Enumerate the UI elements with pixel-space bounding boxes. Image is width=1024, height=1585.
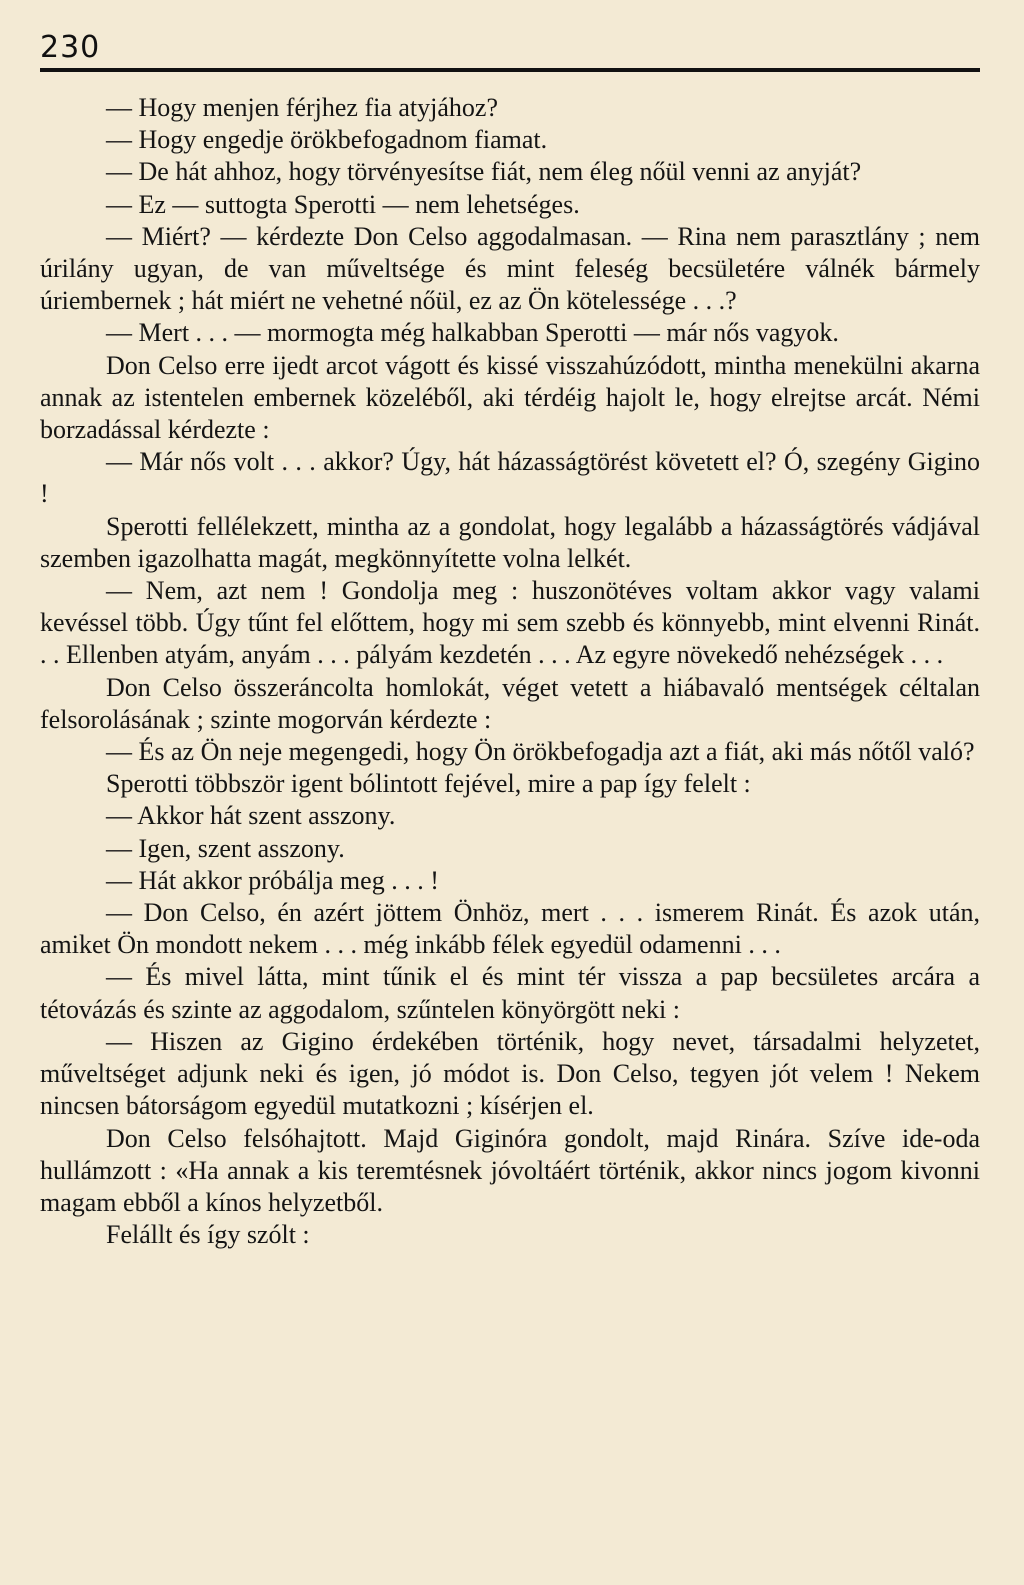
paragraph: Don Celso felsóhajtott. Majd Giginóra gondolt, majd Rinára. Szíve ide-oda hullámzott : «Ha annak a kis teremtésnek jóvoltáért történik, akkor nincs jogom kivonni magam ebből a kínos helyzetből. (40, 1123, 980, 1217)
paragraph: Felállt és így szólt : (106, 1220, 310, 1250)
paragraph: — De hát ahhoz, hogy törvényesítse fiát, nem éleg nőül venni az anyját? (106, 157, 862, 187)
paragraph: — Hogy menjen férjhez fia atyjához? (106, 93, 498, 122)
paragraph: — Miért? — kérdezte Don Celso aggodalmasan. — Rina nem parasztlány ; nem úrilány ugyan, de van műveltsége és mint feleség becsületére válnék bármely úriembernek ; hát miért ne vehetné nőül, ez az Ön kötelessége . . .? (40, 221, 980, 316)
header-rule (40, 68, 980, 72)
paragraph: — Hát akkor próbálja meg . . . ! (106, 865, 439, 895)
paragraph: Sperotti többször igent bólintott fejével, mire a pap így felelt : (106, 769, 751, 799)
paragraph: — Már nős volt . . . akkor? Úgy, hát házasságtörést követett el? Ó, szegény Gigino ! (40, 447, 980, 509)
paragraph: Sperotti fellélekzett, mintha az a gondolat, hogy legalább a házasságtörés vádjával szemben igazolhatta magát, megkönnyítette volna lelkét. (40, 511, 980, 573)
page-number: 230 (40, 30, 101, 65)
paragraph: Don Celso összeráncolta homlokát, véget vetett a hiábavaló mentségek céltalan felsorolásának ; szinte mogorván kérdezte : (40, 672, 980, 734)
paragraph: — Hiszen az Gigino érdekében történik, hogy nevet, társadalmi helyzetet, műveltséget adjunk neki és igen, jó módot is. Don Celso, tegyen jót velem ! Nekem nincsen bátorságom egyedül mutatkozni ; kísérjen el. (40, 1026, 980, 1121)
paragraph: — És mivel látta, mint tűnik el és mint tér vissza a pap becsületes arcára a tétovázás és szinte az aggodalom, szűntelen könyörgött neki : (40, 962, 980, 1024)
paragraph: — Akkor hát szent asszony. (106, 801, 396, 831)
paragraph: — Mert . . . — mormogta még halkabban Sperotti — már nős vagyok. (106, 318, 839, 348)
paragraph: — Don Celso, én azért jöttem Önhöz, mert . . . ismerem Rinát. És azok után, amiket Ön mondott nekem . . . még inkább félek egyedül odamenni . . . (40, 898, 980, 960)
body-text (40, 92, 980, 1251)
paragraph: — Hogy engedje örökbefogadnom fiamat. (106, 125, 548, 155)
paragraph: — Nem, azt nem ! Gondolja meg : huszonötéves voltam akkor vagy valami kevéssel több. Úgy tűnt fel előttem, hogy mi sem szebb és könnyebb, mint elvenni Rinát. . . Ellenben atyám, anyám . . . pályám kezdetén . . . Az egyre növekedő nehézségek . . . (40, 576, 980, 670)
paragraph: — Ez — suttogta Sperotti — nem lehetséges. (106, 189, 580, 219)
paragraph: — És az Ön neje megengedi, hogy Ön örökbefogadja azt a fiát, aki más nőtől való? (106, 737, 975, 767)
paragraph: — Igen, szent asszony. (106, 833, 345, 863)
paragraph: Don Celso erre ijedt arcot vágott és kissé visszahúzódott, mintha menekülni akarna annak az istentelen embernek közeléből, aki térdéig hajolt le, hogy elrejtse arcát. Némi borzadással kérdezte : (40, 350, 980, 445)
